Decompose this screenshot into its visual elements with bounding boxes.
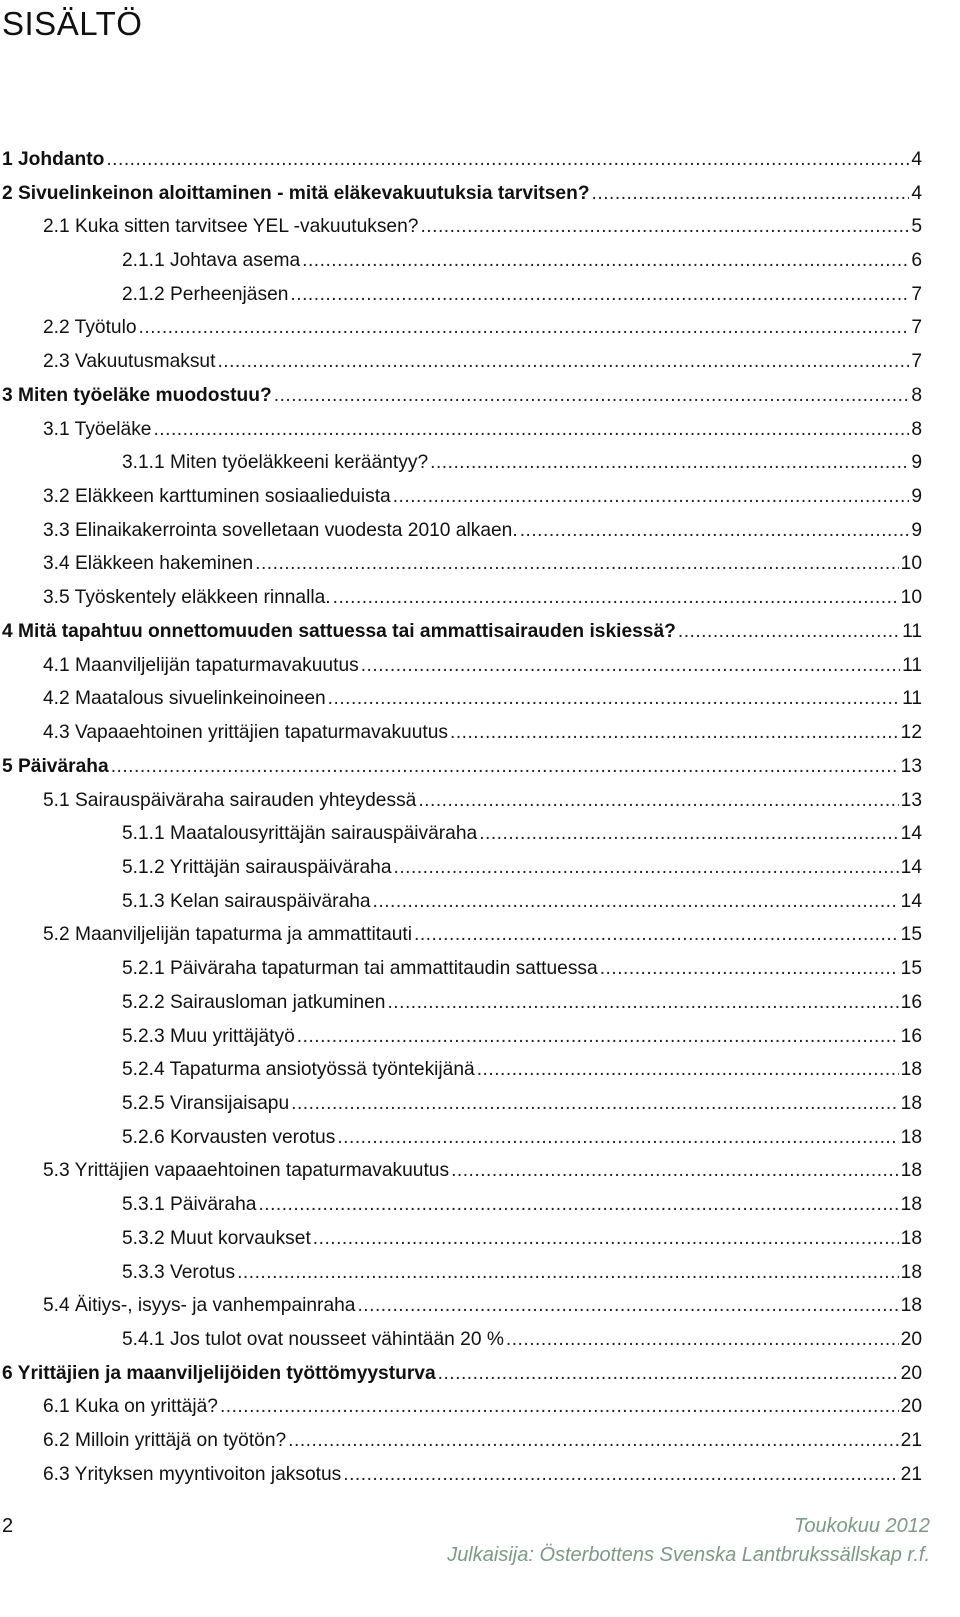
toc-leader-dots: [451, 1159, 899, 1183]
toc-entry-title: 5 Päiväraha: [2, 755, 109, 777]
toc-entry-title: 4.1 Maanviljelijän tapaturmavakuutus: [43, 654, 359, 676]
toc-leader-dots: [313, 1227, 899, 1251]
toc-leader-dots: [111, 755, 899, 779]
toc-entry[interactable]: [0, 1289, 922, 1323]
toc-entry[interactable]: [0, 1188, 922, 1222]
toc-entry[interactable]: [0, 851, 922, 885]
toc-entry-title: 5.2.1 Päiväraha tapaturman tai ammattitaudin sattuessa: [122, 958, 598, 980]
toc-entry-title: 4.2 Maatalous sivuelinkeinoineen: [43, 688, 326, 710]
toc-entry-page: 18: [900, 1227, 922, 1249]
toc-entry-page: 21: [900, 1430, 922, 1452]
toc-entry[interactable]: [0, 952, 922, 986]
toc-leader-dots: [291, 1092, 899, 1116]
toc-entry-title: 5.1.3 Kelan sairauspäiväraha: [122, 890, 371, 912]
toc-leader-dots: [520, 519, 910, 543]
toc-entry-title: 2.2 Työtulo: [43, 317, 137, 339]
toc-entry-page: 11: [902, 688, 922, 710]
toc-entry-title: 5.3.2 Muut korvaukset: [122, 1227, 311, 1249]
toc-entry-title: 5.2.3 Muu yrittäjätyö: [122, 1025, 295, 1047]
toc-entry[interactable]: [0, 683, 922, 717]
toc-entry[interactable]: [0, 278, 922, 312]
toc-entry-title: 2.1.1 Johtava asema: [122, 250, 301, 272]
toc-leader-dots: [420, 215, 909, 239]
toc-entry[interactable]: [0, 1357, 922, 1391]
toc-entry-page: 18: [900, 1059, 922, 1081]
toc-leader-dots: [387, 991, 898, 1015]
toc-entry-page: 8: [911, 384, 922, 406]
toc-entry-page: 16: [900, 991, 922, 1013]
toc-entry-title: 4.3 Vapaaehtoinen yrittäjien tapaturmavakuutus: [43, 722, 448, 744]
toc-entry-title: 5.3.1 Päiväraha: [122, 1194, 257, 1216]
toc-entry-title: 6.2 Milloin yrittäjä on työtön?: [43, 1430, 287, 1452]
toc-entry-page: 9: [911, 519, 922, 541]
toc-leader-dots: [288, 1429, 898, 1453]
toc-entry-page: 6: [911, 250, 922, 272]
toc-leader-dots: [217, 350, 909, 374]
toc-entry[interactable]: [0, 379, 922, 413]
toc-entry-title: 3.1 Työeläke: [43, 418, 152, 440]
toc-entry-page: 18: [900, 1126, 922, 1148]
toc-entry[interactable]: [0, 885, 922, 919]
toc-entry-title: 3.5 Työskentely eläkkeen rinnalla.: [43, 587, 331, 609]
toc-entry-title: 5.3.3 Verotus: [122, 1261, 236, 1283]
toc-leader-dots: [333, 586, 899, 610]
toc-entry-page: 4: [911, 148, 922, 170]
toc-entry-title: 5.1 Sairauspäiväraha sairauden yhteydessä: [43, 789, 417, 811]
toc-entry[interactable]: [0, 784, 922, 818]
toc-leader-dots: [678, 620, 900, 644]
toc-entry[interactable]: [0, 1087, 922, 1121]
toc-entry-page: 20: [900, 1329, 922, 1351]
toc-leader-dots: [258, 1193, 898, 1217]
toc-entry-title: 5.2.4 Tapaturma ansiotyössä työntekijänä: [122, 1059, 475, 1081]
toc-entry[interactable]: [0, 986, 922, 1020]
toc-entry[interactable]: [0, 1391, 922, 1425]
toc-leader-dots: [106, 148, 909, 172]
toc-entry-page: 11: [902, 620, 922, 642]
toc-entry-page: 8: [911, 418, 922, 440]
toc-entry-page: 7: [911, 351, 922, 373]
toc-leader-dots: [477, 1058, 899, 1082]
toc-entry[interactable]: [0, 446, 922, 480]
toc-entry[interactable]: [0, 1020, 922, 1054]
toc-entry-title: 5.1.1 Maatalousyrittäjän sairauspäiväraha: [122, 823, 478, 845]
toc-entry[interactable]: [0, 1222, 922, 1256]
toc-leader-dots: [394, 856, 899, 880]
toc-leader-dots: [328, 687, 900, 711]
footer-publisher: Julkaisija: Österbottens Svenska Lantbrukssällskap r.f.: [447, 1544, 930, 1566]
toc-entry[interactable]: [0, 413, 922, 447]
toc-entry[interactable]: [0, 480, 922, 514]
toc-entry-title: 3.1.1 Miten työeläkkeeni kerääntyy?: [122, 452, 429, 474]
toc-entry-page: 20: [900, 1396, 922, 1418]
toc-leader-dots: [600, 957, 899, 981]
toc-entry[interactable]: [0, 817, 922, 851]
toc-leader-dots: [418, 789, 898, 813]
toc-entry[interactable]: [0, 548, 922, 582]
toc-entry-title: 2.1.2 Perheenjäsen: [122, 283, 289, 305]
toc-entry-title: 5.2 Maanviljelijän tapaturma ja ammattitauti: [43, 924, 413, 946]
toc-entry-title: 5.1.2 Yrittäjän sairauspäiväraha: [122, 856, 392, 878]
toc-entry[interactable]: [0, 581, 922, 615]
toc-entry[interactable]: [0, 1323, 922, 1357]
toc-entry-page: 9: [911, 486, 922, 508]
toc-leader-dots: [237, 1261, 899, 1285]
toc-entry-title: 6.3 Yrityksen myyntivoiton jaksotus: [43, 1463, 342, 1485]
toc-entry-page: 5: [911, 216, 922, 238]
toc-entry[interactable]: [0, 1155, 922, 1189]
toc-leader-dots: [357, 1294, 898, 1318]
toc-leader-dots: [592, 182, 910, 206]
toc-entry[interactable]: [0, 1256, 922, 1290]
toc-entry-page: 18: [900, 1194, 922, 1216]
toc-entry-page: 13: [900, 755, 922, 777]
toc-entry-page: 10: [900, 587, 922, 609]
page-title: SISÄLTÖ: [2, 5, 143, 42]
toc-entry-page: 11: [902, 654, 922, 676]
toc-leader-dots: [297, 1025, 899, 1049]
toc-entry[interactable]: [0, 514, 922, 548]
footer-date: Toukokuu 2012: [793, 1515, 930, 1537]
toc-leader-dots: [255, 552, 899, 576]
toc-leader-dots: [290, 283, 909, 307]
toc-entry[interactable]: [0, 1424, 922, 1458]
toc-entry-page: 15: [900, 958, 922, 980]
toc-entry-title: 5.2.2 Sairausloman jatkuminen: [122, 991, 386, 1013]
toc-leader-dots: [302, 249, 909, 273]
toc-leader-dots: [139, 316, 910, 340]
toc-entry-title: 3 Miten työeläke muodostuu?: [2, 384, 272, 406]
toc-entry-title: 5.2.6 Korvausten verotus: [122, 1126, 336, 1148]
toc-leader-dots: [438, 1362, 899, 1386]
toc-entry-page: 14: [900, 856, 922, 878]
toc-leader-dots: [361, 654, 900, 678]
toc-leader-dots: [153, 418, 909, 442]
toc-entry[interactable]: [0, 177, 922, 211]
toc-entry[interactable]: [0, 750, 922, 784]
toc-entry-title: 3.4 Eläkkeen hakeminen: [43, 553, 254, 575]
toc-entry-page: 9: [911, 452, 922, 474]
toc-entry[interactable]: [0, 210, 922, 244]
toc-entry-page: 21: [900, 1463, 922, 1485]
toc-entry-page: 12: [900, 722, 922, 744]
toc-leader-dots: [414, 923, 899, 947]
toc-entry-page: 10: [900, 553, 922, 575]
toc-entry[interactable]: [0, 649, 922, 683]
toc-entry[interactable]: [0, 143, 922, 177]
toc-entry-title: 6.1 Kuka on yrittäjä?: [43, 1396, 218, 1418]
toc-entry-title: 1 Johdanto: [2, 148, 105, 170]
toc-entry-page: 14: [900, 823, 922, 845]
toc-leader-dots: [506, 1328, 899, 1352]
toc-entry-title: 3.2 Eläkkeen karttuminen sosiaalieduista: [43, 486, 391, 508]
toc-entry-page: 7: [911, 283, 922, 305]
toc-leader-dots: [450, 721, 899, 745]
toc-entry-title: 2.1 Kuka sitten tarvitsee YEL -vakuutuksen?: [43, 216, 419, 238]
toc-entry-title: 3.3 Elinaikakerrointa sovelletaan vuodesta 2010 alkaen.: [43, 519, 518, 541]
toc-entry[interactable]: [0, 615, 922, 649]
toc-entry[interactable]: [0, 1121, 922, 1155]
toc-entry-page: 20: [900, 1362, 922, 1384]
toc-entry[interactable]: [0, 312, 922, 346]
toc-entry-page: 14: [900, 890, 922, 912]
toc-entry-page: 18: [900, 1261, 922, 1283]
toc-entry-page: 18: [900, 1160, 922, 1182]
toc-entry-page: 15: [900, 924, 922, 946]
toc-entry-title: 5.2.5 Viransijaisapu: [122, 1092, 290, 1114]
toc-leader-dots: [337, 1126, 898, 1150]
toc-entry-page: 18: [900, 1295, 922, 1317]
toc-leader-dots: [430, 451, 909, 475]
toc-leader-dots: [393, 485, 910, 509]
toc-entry-page: 4: [911, 182, 922, 204]
toc-entry-title: 4 Mitä tapahtuu onnettomuuden sattuessa tai ammattisairauden iskiessä?: [2, 620, 676, 642]
toc-entry-page: 7: [911, 317, 922, 339]
toc-entry-title: 2 Sivuelinkeinon aloittaminen - mitä eläkevakuutuksia tarvitsen?: [2, 182, 590, 204]
toc-entry-title: 5.4 Äitiys-, isyys- ja vanhempainraha: [43, 1295, 356, 1317]
toc-entry-title: 2.3 Vakuutusmaksut: [43, 351, 216, 373]
toc-entry[interactable]: [0, 1458, 922, 1492]
toc-entry-page: 18: [900, 1092, 922, 1114]
toc-leader-dots: [479, 822, 898, 846]
toc-leader-dots: [220, 1395, 899, 1419]
toc-entry[interactable]: [0, 1053, 922, 1087]
toc-leader-dots: [274, 384, 910, 408]
toc-entry-title: 5.3 Yrittäjien vapaaehtoinen tapaturmavakuutus: [43, 1160, 450, 1182]
toc-entry[interactable]: [0, 716, 922, 750]
table-of-contents: [0, 143, 922, 1492]
toc-entry[interactable]: [0, 345, 922, 379]
toc-leader-dots: [343, 1463, 898, 1487]
toc-entry-page: 13: [900, 789, 922, 811]
toc-entry-title: 6 Yrittäjien ja maanviljelijöiden työttömyysturva: [2, 1362, 436, 1384]
toc-entry-page: 16: [900, 1025, 922, 1047]
toc-entry-title: 5.4.1 Jos tulot ovat nousseet vähintään 20 %: [122, 1329, 504, 1351]
toc-leader-dots: [373, 890, 899, 914]
toc-entry[interactable]: [0, 919, 922, 953]
footer-page-number: 2: [2, 1515, 14, 1537]
toc-entry[interactable]: [0, 244, 922, 278]
